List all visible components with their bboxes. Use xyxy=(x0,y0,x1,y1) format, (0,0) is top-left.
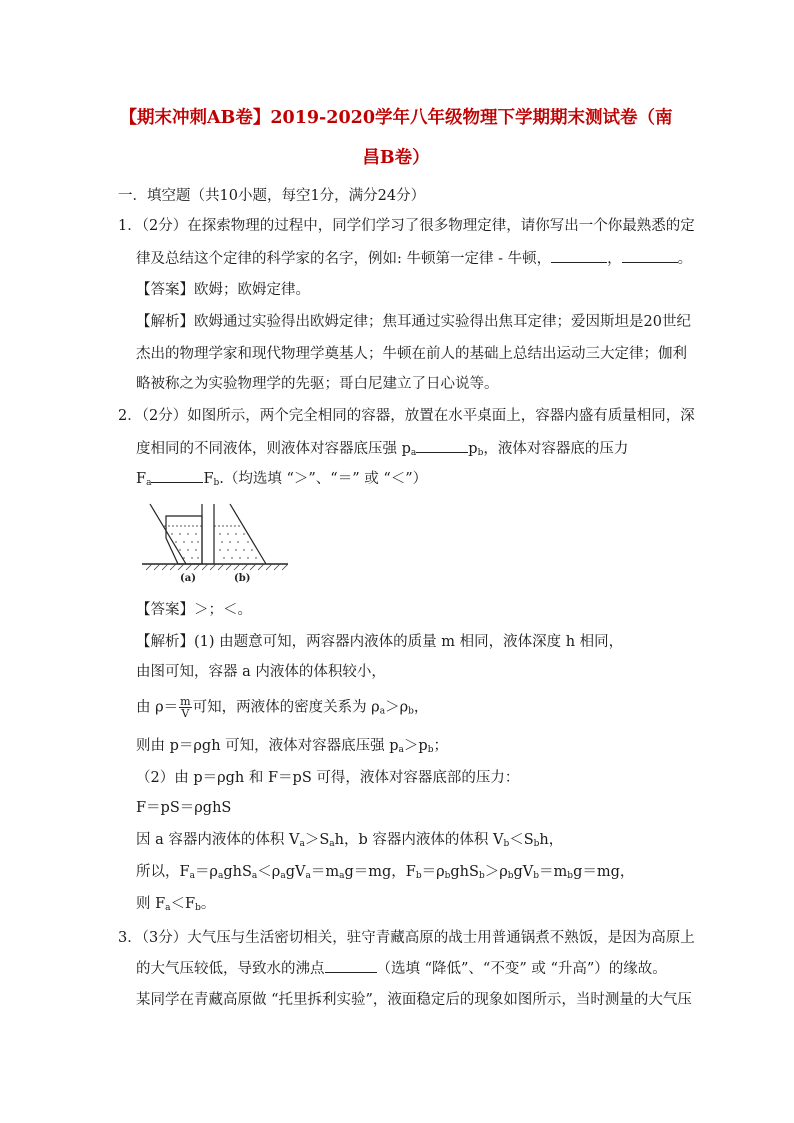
q1-explanation-line-1: 【解析】欧姆通过实验得出欧姆定律；焦耳通过实验得出焦耳定律；爱因斯坦是20世纪 xyxy=(136,314,691,330)
q2-explanation-line-5: （2）由 p＝ρgh 和 F＝pS 可得，液体对容器底部的压力： xyxy=(136,770,520,786)
q1-explanation-line-3: 略被称之为实验物理学的先驱；哥白尼建立了日心说等。 xyxy=(136,376,499,392)
q2-explanation-line-4 xyxy=(136,736,448,756)
q2-text-line-2: 度相同的不同液体，则液体对容器底压强 $p_a$ $p_b$，液体对容器底的压力 xyxy=(136,438,628,459)
q2-ex8-text: gV xyxy=(285,864,306,880)
q2-ex8-text: g＝mg，F xyxy=(344,864,416,880)
q3-text-line-1: 3．（3分）大气压与生活密切相关，驻守青藏高原的战士用普通锅煮不熟饭，是因为高原上 xyxy=(118,930,695,946)
subscript-a: a xyxy=(339,871,345,881)
subscript-a: a xyxy=(299,839,305,849)
label-b: (b) xyxy=(234,573,251,584)
q2-ex3-text: ＞ρ xyxy=(385,699,409,716)
q1-blank-2[interactable] xyxy=(622,248,678,263)
q3-text: 的大气压较低，导致水的沸点 xyxy=(136,961,325,977)
subscript-a: a xyxy=(329,839,335,849)
q1-text-line-1: 1．（2分）在探索物理的过程中，同学们学习了很多物理定律，请你写出一个你最熟悉的定 xyxy=(118,218,695,234)
q2-ex8-text: gV xyxy=(513,864,534,880)
q2-explanation-line-7 xyxy=(136,830,563,850)
containers-figure xyxy=(142,498,288,584)
q1-text: 律及总结这个定律的科学家的名字，例如: 牛顿第一定律 - 牛顿， xyxy=(136,251,552,267)
subscript-b: b xyxy=(195,903,201,913)
q2-text-line-3: $F_a$ $F_b$.（均选填 “＞”、“＝” 或 “＜”） xyxy=(136,468,427,489)
q2-ex8-text: ghS xyxy=(450,864,479,880)
subscript-b: b xyxy=(408,706,414,717)
q2-ex8-text: ＜ρ xyxy=(257,864,281,880)
q2-ex9-text: ＜F xyxy=(170,896,196,912)
q2-ex4-text: 则由 p＝ρgh 可知，液体对容器底压强 p xyxy=(136,738,399,754)
q1-text-line-2 xyxy=(136,248,692,269)
document-title-line-2: 昌B卷） xyxy=(362,148,430,168)
q2-explanation-line-3 xyxy=(136,696,428,719)
fraction-m-over-v xyxy=(179,696,191,719)
q2-ex3-text: 可知，两液体的密度关系为 ρ xyxy=(192,699,380,716)
q2-ex8-text: ghS xyxy=(223,864,252,880)
q1-explanation-line-2: 杰出的物理学家和现代物理学奠基人；牛顿在前人的基础上总结出运动三大定律；伽利 xyxy=(136,346,687,362)
q2-ex8-text: ＝ρ xyxy=(194,864,218,880)
q2-explanation-line-2: 由图可知，容器 a 内液体的体积较小， xyxy=(136,664,386,680)
q2-ex3-text: 由 ρ＝ xyxy=(136,699,179,716)
q2-explanation-line-6: F＝pS＝ρghS xyxy=(136,800,232,816)
q2-text-line-1: 2．（2分）如图所示，两个完全相同的容器，放置在水平桌面上，容器内盛有质量相同，深 xyxy=(118,408,695,424)
subscript-a: a xyxy=(379,706,386,717)
subscript-b: b xyxy=(213,478,220,488)
q2-instruction: .（均选填 “＞”、“＝” 或 “＜”） xyxy=(219,471,428,487)
subscript-b: b xyxy=(444,871,451,881)
q2-blank-2[interactable] xyxy=(151,468,203,483)
fraction-numerator: m xyxy=(180,695,191,708)
subscript-a: a xyxy=(165,903,171,913)
subscript-b: b xyxy=(427,745,434,755)
subscript-a: a xyxy=(217,871,224,881)
table-hatching xyxy=(146,564,288,570)
q2-ex8-text: ＝ρ xyxy=(421,864,445,880)
q2-ex8-text: ＝m xyxy=(539,864,568,880)
subscript-b: b xyxy=(533,839,540,849)
subscript-b: b xyxy=(567,871,574,881)
fraction-denominator: V xyxy=(181,707,190,720)
q3-text-line-3: 某同学在青藏高原做 “托里拆利实验”，液面稳定后的现象如图所示，当时测量的大气压 xyxy=(136,992,692,1008)
q2-ex7-text: h，b 容器内液体的体积 V xyxy=(334,832,504,848)
subscript-a: a xyxy=(398,745,404,755)
q2-text-cont: ，液体对容器底的压力 xyxy=(483,441,629,457)
subscript-a: a xyxy=(280,871,286,881)
q2-ex8-text: ＞ρ xyxy=(484,864,508,880)
q2-ex7-text: ＞S xyxy=(304,832,330,848)
containers-diagram xyxy=(142,498,288,584)
q2-ex4-text: ＞p xyxy=(403,738,428,754)
label-a: (a) xyxy=(180,573,196,584)
q2-ex4-text: ； xyxy=(433,738,448,754)
q2-ex9-text: 。 xyxy=(200,896,216,912)
q2-ex7-text: 因 a 容器内液体的体积 V xyxy=(136,832,300,848)
q2-explanation-line-8 xyxy=(136,862,634,882)
subscript-b: b xyxy=(533,871,540,881)
subscript-a: a xyxy=(189,871,195,881)
subscript-a: a xyxy=(146,478,152,488)
section-heading: 一．填空题（共10小题，每空1分，满分24分） xyxy=(118,188,426,204)
q2-explanation-line-9 xyxy=(136,894,215,914)
q2-ex3-text: ， xyxy=(413,699,429,716)
q1-blank-1[interactable] xyxy=(551,248,607,263)
q2-ex8-text: 所以，F xyxy=(136,864,190,880)
document-title-line-1: 【期末冲刺AB卷】2019-2020学年八年级物理下学期期末测试卷（南 xyxy=(119,108,673,128)
q2-ex9-text: 则 F xyxy=(136,896,166,912)
q3-blank-1[interactable] xyxy=(325,958,377,973)
subscript-b: b xyxy=(477,448,484,458)
q1-answer: 【答案】欧姆；欧姆定律。 xyxy=(136,282,310,298)
q2-explanation-line-1: 【解析】(1) 由题意可知，两容器内液体的质量 m 相同，液体深度 h 相同， xyxy=(136,634,624,650)
q1-period: 。 xyxy=(677,251,693,267)
q2-blank-1[interactable] xyxy=(416,438,468,453)
q3-text-line-2 xyxy=(136,958,667,979)
q2-ex7-text: ＜S xyxy=(509,832,534,848)
q3-text-cont: （选填 “降低”、“不变” 或 “升高”）的缘故。 xyxy=(376,961,667,977)
subscript-a: a xyxy=(305,871,311,881)
q1-comma: ， xyxy=(607,251,622,267)
q2-text: 度相同的不同液体，则液体对容器底压强 p xyxy=(136,441,411,457)
liquid-b-dots xyxy=(219,533,256,558)
subscript-b: b xyxy=(503,839,510,849)
subscript-b: b xyxy=(415,871,422,881)
q2-ex7-text: h， xyxy=(539,832,564,848)
subscript-a: a xyxy=(410,448,417,458)
q2-answer: 【答案】＞；＜。 xyxy=(136,602,252,618)
subscript-a: a xyxy=(251,871,258,881)
q2-ex8-text: ＝m xyxy=(310,864,340,880)
q2-ex8-text: g＝mg， xyxy=(573,864,635,880)
subscript-b: b xyxy=(507,871,514,881)
subscript-b: b xyxy=(478,871,485,881)
